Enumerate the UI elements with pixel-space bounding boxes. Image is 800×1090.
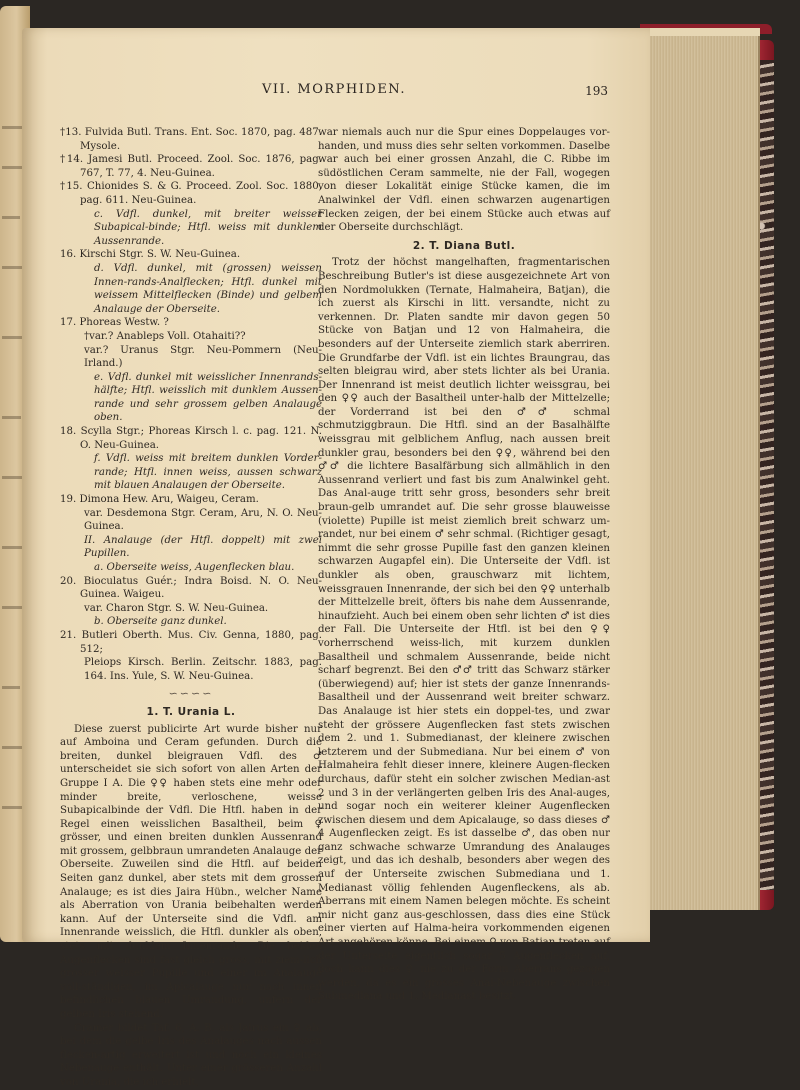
running-head: VII. MORPHIDEN. bbox=[262, 82, 406, 97]
section-heading: 1. T. Urania L. bbox=[146, 705, 236, 718]
page-header bbox=[60, 82, 608, 102]
species-entry: 21. Butleri Oberth. Mus. Civ. Genna, 1880, pag. 512; bbox=[60, 629, 322, 655]
right-column bbox=[318, 126, 610, 1004]
species-entry: 19. Dimona Hew. Aru, Waigeu, Ceram. bbox=[60, 494, 259, 506]
group-description: d. Vdfl. dunkel, mit (grossen) weissen Innen-rands-Analflecken; Htfl. dunkel mit weissem Mittelflecken (Binde) und gelbem Analauge der Oberseite. bbox=[94, 262, 322, 315]
variety-entry: var. Desdemona Stgr. Ceram, Aru, N. O. Neu-Guinea. bbox=[84, 507, 322, 533]
species-entry: †14. Jamesi Butl. Proceed. Zool. Soc. 1876, pag. 767, T. 77, 4. Neu-Guinea. bbox=[60, 154, 322, 179]
species-entry: 18. Scylla Stgr.; Phoreas Kirsch l. c. pag. 121. N. O. Neu-Guinea. bbox=[60, 426, 322, 451]
species-entry: 17. Phoreas Westw. ? bbox=[60, 317, 169, 329]
body-paragraph: Diese zuerst publicirte Art wurde bisher nur auf Amboina und Ceram gefunden. Durch die breiten, dunkel bleigrauen Vdfl. des ♂ unterscheidet sie sich sofort von allen Arten der Gruppe I A. Die ♀♀ haben stets eine mehr oder minder breite, verloschene, weisse Subapicalbinde der Vdfl. Die Htfl. haben in der Regel einen weisslichen Basaltheil, beim ♀ grösser, und einen breiten dunklen Aussenrand mit grossem, gelbbraun umrandeten Analauge der Oberseite. Zuweilen sind die Htfl. auf beiden Seiten ganz dunkel, aber stets mit dem grossen Analauge; es ist dies Jaira Hübn., welcher Name als Aberration von Urania beibehalten werden kann. Auf der Unterseite sind die Vdfl. am Innenrande weisslich, die Htfl. dunkler als oben, stets mit dunklem Innenrande. Die beiden Augenflecken sind fast gleich gross, mit ziem-lich grosser weisser Pupille und einer im Analauge voll-ständigen, im Apicalauge nur nach innen befindlichen blauen Umrandung, unfern der gelben Iris stehend. bbox=[60, 723, 322, 1020]
section-heading: 2. T. Diana Butl. bbox=[412, 239, 516, 252]
variety-entry: †var.? Anableps Voll. Otahaiti?? bbox=[84, 330, 246, 342]
book-fore-edge-top bbox=[640, 28, 760, 36]
group-description: b. Oberseite ganz dunkel. bbox=[94, 616, 227, 628]
group-description: f. Vdfl. weiss mit breitem dunklen Vorder-rande; Htfl. innen weiss, aussen schwarz mit blauen Analaugen der Oberseite. bbox=[94, 453, 322, 492]
group-description: c. Vdfl. dunkel, mit breiter weisser Subapical-binde; Htfl. weiss mit dunklem Aussenrande. bbox=[94, 208, 322, 247]
species-entry: 20. Bioculatus Guér.; Indra Boisd. N. O. Neu-Guinea. Waigeu. bbox=[60, 575, 322, 601]
group-description: a. Oberseite weiss, Augenflecken blau. bbox=[94, 562, 295, 573]
body-paragraph: war niemals auch nur die Spur eines Doppelauges vor-handen, und muss dies sehr selten vorkommen. Daselbe war auch bei einer grossen Anzahl, die C. Ribbe im südöstlichen Ceram sammelte, nie der Fall, wogegen von dieser Lokalität einige Stücke kamen, die im Analwinkel der Vdfl. einen schwarzen augenartigen Flecken zeigen, der bei einem Stücke auch etwas auf der Oberseite durchschlägt. bbox=[318, 127, 610, 234]
group-description: e. Vdfl. dunkel mit weisslicher Innenrands-hälfte; Htfl. weisslich mit dunklem Aussen-rande und sehr grossem gelben Analauge oben. bbox=[94, 371, 322, 424]
variety-entry: var. Charon Stgr. S. W. Neu-Guinea. bbox=[84, 602, 269, 614]
book-fore-edge bbox=[640, 30, 760, 910]
species-entry: 16. Kirschi Stgr. S. W. Neu-Guinea. bbox=[60, 249, 241, 261]
section-ornament: ∽∽∽∽ bbox=[168, 687, 214, 701]
body-paragraph: Trotz der höchst mangelhaften, fragmentarischen Beschreibung Butler's ist diese ausgezeichnete Art von den Nordmolukken (Ternate, Halmaheira, Batjan), die ich zuerst als Kirschi in litt. versandte, nicht zu verkennen. Dr. Platen sandte mir davon gegen 50 Stücke von Batjan und 12 von Halmaheira, die besonders auf der Unterseite ziemlich stark aberriren. Die Grundfarbe der Vdfl. ist ein lichtes Braungrau, das selten bleigrau wird, aber stets lichter als bei Urania. Der Innenrand ist meist deutlich lichter weissgrau, bei den ♀♀ auch der Basaltheil unter-halb der Mittelzelle; der Vorderrand ist bei den ♂♂ schmal schmutziggbraun. Die Htfl. sind an der Basalhälfte weissgrau mit gelblichem Anflug, nach aussen breit dunkler grau, besonders bei den ♀♀, während bei den ♂♂ die lichtere Basalfärbung sich allmählich in den Aussenrand verliert und fast bis zum Analwinkel geht. Das Anal-auge tritt sehr gross, besonders sehr breit braun-gelb umrandet auf. Die sehr grosse blauweisse (violette) Pupille ist meist ziemlich breit schwarz um-randet, nur bei einem ♂ sehr schmal. (Richtiger gesagt, nimmt die sehr grosse Pupille fast den ganzen kleinen schwarzen Augapfel ein). Die Unterseite der Vdfl. ist dunkler als oben, grauschwarz mit lichtem, weissgrauen Innenrande, der sich bei den ♀♀ unterhalb der Mittelzelle breit, öfters bis nahe dem Aussenrande, hinaufzieht. Auch bei einem oben sehr lichten ♂ ist dies der Fall. Die Unterseite der Htfl. ist bei den ♀♀ vorherrschend weiss-lich, mit kurzem dunklen Basaltheil und schmalem Aussenrande, beide nicht scharf begrenzt. Bei den ♂♂ tritt das Schwarz stärker (überwiegend) auf; hier ist stets der ganze Innenrands-Basaltheil und der Aussenrand weit breiter schwarz. Das Analauge ist hier stets ein doppel-tes, und zwar steht der grössere Augenflecken fast stets zwischen dem 2. und 1. Submedianast, der kleinere zwischen letzterem und der Submediana. Nur bei einem ♂ von Halmaheira fehlt dieser innere, kleinere Augen-flecken durchaus, dafür steht ein solcher zwischen Median-ast 2 und 3 in der verlängerten gelben Iris des Anal-auges, und sogar noch ein weiterer kleiner Augenflecken zwischen diesem und dem Apicalauge, so dass dieses ♂ 4 Augenflecken zeigt. Es ist dasselbe ♂, das oben nur ganz schwache schwarze Umrandung des Analauges zeigt, und das ich deshalb, besonders aber wegen des auf der Unterseite zwischen Submediana und 1. Medianast völlig fehlenden Augenfleckens, als ab. Aberrans mit einem Namen belegen möchte. Es scheint mir nicht ganz aus-geschlossen, dass dies eine Stück einer vierten auf Halma-heira vorkommenden eigenen Art angehören könne. Bei einem ♀ von Batjan treten auf der Unterseite eigentlich sogar 5 Augenflecken auf, doch kann dies ♀ nie zu der Form Aberrans gezogen werden, da es ein grosses Anal-Nebenauge zwischen Submediana und 1. Medianast besitzt. bbox=[318, 257, 610, 1003]
body-paragraph: Cramer bildet Taf. 6, A. B. als Jairus ein ♀ ab, bei dem die gelbe Iris des Analauges nach aussen flecken-artig erweitert ist und noch ein kleines Nebenauge enthält. Unter einer grösseren Anzahl von Urania, die ich erhielt, bbox=[60, 1022, 322, 1088]
page-number: 193 bbox=[585, 84, 608, 98]
species-entry: †15. Chionides S. & G. Proceed. Zool. Soc. 1880, pag. 611. Neu-Guinea. bbox=[60, 181, 322, 206]
variety-entry: var.? Uranus Stgr. Neu-Pommern (Neu-Irland.) bbox=[84, 344, 322, 370]
species-entry: †13. Fulvida Butl. Trans. Ent. Soc. 1870, pag. 487. Mysole. bbox=[60, 127, 322, 152]
left-column bbox=[60, 126, 322, 1090]
group-heading: II. Analauge (der Htfl. doppelt) mit zwei Pupillen. bbox=[84, 534, 322, 560]
species-entry: Pleiops Kirsch. Berlin. Zeitschr. 1883, pag. 164. Ins. Yule, S. W. Neu-Guinea. bbox=[84, 657, 322, 682]
